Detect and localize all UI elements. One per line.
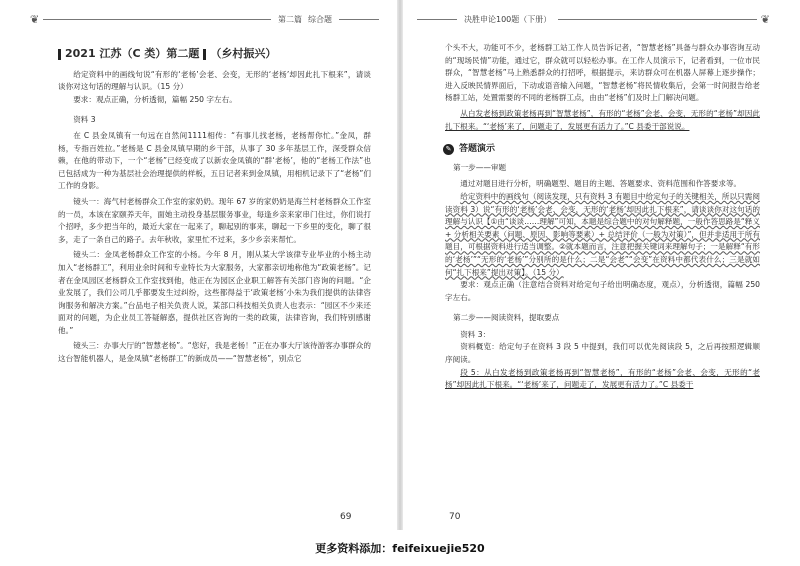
material-label: 资料 3 [73, 115, 96, 125]
left-page-content [58, 42, 371, 366]
ornament-icon: ❦ [760, 12, 770, 26]
step-paragraph: 要求：观点正确（注意结合资料对给定句子给出明确态度，观点），分析透彻，篇幅 250 字左右。 [445, 280, 760, 302]
question-title [54, 48, 371, 61]
right-page-content [445, 42, 760, 392]
header-rule [339, 19, 379, 20]
ornament-icon: ❦ [30, 12, 40, 26]
header-chapter: 第二篇 [278, 14, 302, 24]
question-requirement: 要求：观点正确，分析透彻，篇幅 250 字左右。 [73, 94, 237, 104]
answer-section-heading [443, 143, 760, 156]
material-paragraph: 镜头三：办事大厅的“智慧老杨”。“您好，我是老杨！”正在办事大厅该待游客办事群众的这台智能机器人，是金凤镇“老杨群工”的新成员——“智慧老杨”，别点它 [58, 341, 371, 364]
step-title: 第二步——阅读资料，提取要点 [453, 313, 560, 323]
header-rule [558, 19, 757, 20]
answer-section-title: 答题演示 [459, 144, 496, 155]
material-paragraph: 从白发老杨到政策老杨再到“智慧老杨”，有形的“老杨”会老、会变，无形的“老杨”却因此扎下根来。“‘老杨’来了，问题走了，发展更有活力了。”C 县委干部说说。 [445, 108, 760, 131]
step-paragraph: 通过对题目进行分析，明确题型、题目的主题、答题要求、资料范围和作答要求等。 [460, 179, 742, 189]
page-number: 69 [340, 512, 352, 522]
material-paragraph: 镜头二：金凤老杨群众工作室的小杨。今年 8 月，刚从某大学该律专业毕业的小杨主动加入“老杨群工”，利用业余时间和专业特长为大家服务，大家都亲切地称他为“政策老杨”。记者在金凤园区老杨群众工作室找到他，他正在为园区企业职工解答有关部门咨询的问题。“企业发展了，我们公司几乎都要发生过纠纷，这些都得益于‘政策老杨’小朱为我们提供的法律咨询服务和解决方案。”台品电子相关负责人说，某部口科技相关负责人也表示：“园区不少来还面对的问题，为企业员工答疑解惑，提供社区咨询的一类的政策，法律咨询，我们特别感谢他。” [58, 250, 371, 335]
header-book-title: 决胜申论100题（下册） [464, 14, 552, 24]
material-paragraph: 镜头一：海气村老杨群众工作室的家奶奶。现年 67 岁的家奶奶是海兰村老杨群众工作室的一员，本该在家颐养天年，面她主动投身基层服务事业，每逢乡亲来家串门住过，你们说打个招呼，多少把当年的，最近大家在一起来了，聊起别的事来，聊起一下乡里的变化，聊了很多，走了一条自己的路子。去年秋收，家里忙不过来，多少乡亲来帮忙。 [58, 196, 371, 244]
step-paragraph: 给定资料中的画线句（阅读发现，只有资料 3 有题目中给定句子的关键相关，所以只需阅读资料 3）说“有形的‘老杨’会老、会变，无形的‘老杨’却因此扎下根来”，请谈谈你对这句话的理解与认识【①由“谈谈……理解”可知，本题是综合题中的对句解释题，一般作答思路是“释义 + 分析相关要素（问题、原因、影响等要素）+ 总结评价（一般为对策）”，但并非适用于所有题目，可根据资料进行适当调整。②就本题而言，注意把握关键词来理解句子；一是解释“有形的‘老杨’”“无形的‘老杨’”分别所的是什么；二是“会老”“会变”在资料中都代表什么；三是就如何“扎下根来”提出对策】。（15 分） [445, 191, 760, 277]
title-bar-icon [58, 49, 61, 60]
question-title-text: 2021 江苏（C 类）第二题 [65, 47, 200, 60]
header-section: 综合题 [308, 14, 332, 24]
step-paragraph: 资料 3： [460, 329, 491, 339]
answer-badge-icon: ✎ [443, 144, 454, 155]
left-page-header [30, 10, 383, 28]
header-rule [417, 19, 457, 20]
material-paragraph: 个头不大，功能可不少，老杨群工站工作人员告诉记者，“智慧老杨”具备与群众办事咨询互动的“现场民情”功能，通过它，群众就可以轻松办事。在工作人员演示下，记者看到，一位市民群众，“智慧老杨”马上熟悉群众的打招呼，根据提示，来访群众可在机器人屏幕上逐步操作；进入反映民情界面后，下动或语音输入问题，“智慧老杨”将民情收集后，会第一时间报告给老杨群工站，处置需要的不同的老杨群工点，由由“老杨”们及时上门解决问题。 [445, 43, 760, 103]
question-text: 给定资料中的画线句说“有形的‘老杨’会老、会变，无形的‘老杨’却因此扎下根来”，请谈谈你对这句话的理解与认识。（15 分） [58, 69, 371, 92]
right-page-header [413, 10, 770, 28]
page-number: 70 [449, 512, 461, 522]
step-paragraph: 段 5：从白发老杨到政策老杨再到“智慧老杨”，有形的“老杨”会老、会变，无形的“老杨”却因此扎下根来。“‘老杨’来了，问题走了，发展更有活力了。”C 县委干 [445, 367, 760, 390]
left-page [0, 0, 397, 530]
right-page [403, 0, 800, 530]
footer-contact: 更多资料添加：feifeixuejie520 [315, 542, 485, 555]
step-paragraph: 资料概览：给定句子在资料 3 段 5 中提到，我们可以优先阅读段 5，之后再按照逻辑顺序阅读。 [445, 342, 760, 365]
header-rule [43, 19, 271, 20]
material-paragraph: 在 C 县金凤镇有一句远在自然间1111相传：“有事儿找老杨，老杨帮你忙。”金凤，群杨，专指百姓拉。”老杨是 C 县金凤镇早期的乡干部，从事了 30 多年基层工作，深受群众信赖，在他的带动下，一个“老杨”已经变成了以新农金凤镇的“群‘老杨’，他的“老杨工作法”也已包括成为一种为基层社会治理提供的样板，五日记者来到金凤镇，用相机记录下了“老杨”们工作的身影。 [58, 130, 371, 191]
step-title: 第一步——审题 [453, 162, 507, 172]
question-title-tag: （乡村振兴） [210, 47, 277, 60]
title-bar-icon [203, 49, 206, 60]
